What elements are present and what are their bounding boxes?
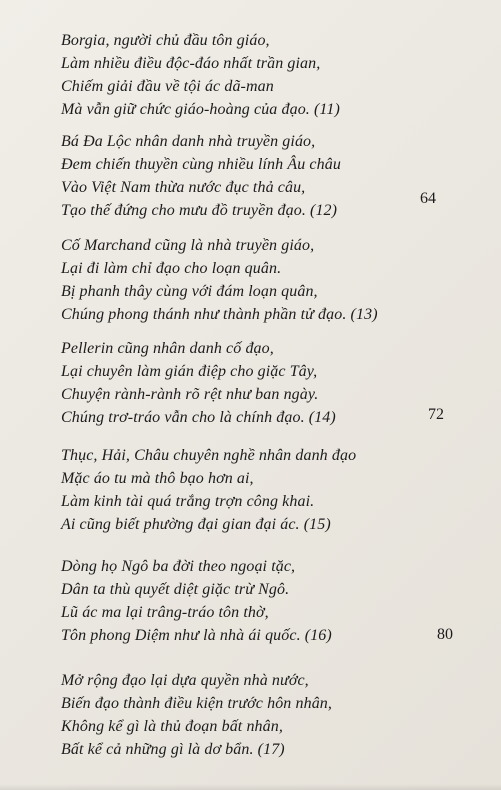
verse-line: Ai cũng biết phường đại gian đại ác. (15) (61, 516, 331, 533)
verse-line: Lại đi làm chỉ đạo cho loạn quân. (61, 260, 282, 277)
verse-line: Chúng trơ-tráo vẫn cho là chính đạo. (14) (61, 409, 336, 426)
stanza-16 (61, 555, 461, 647)
verse-line: Bá Đa Lộc nhân danh nhà truyền giáo, (61, 133, 316, 150)
page-bottom-edge (0, 784, 501, 790)
verse-line: Bất kể cả những gì là dơ bẩn. (17) (61, 741, 285, 758)
stanza-14 (61, 337, 461, 429)
verse-line: Mà vẫn giữ chức giáo-hoàng của đạo. (11) (61, 101, 340, 118)
stanza-11 (61, 29, 461, 121)
page-number-marker: 72 (428, 406, 444, 423)
verse-line: Thục, Hải, Châu chuyên nghề nhân danh đạo (61, 447, 357, 464)
verse-line: Biến đạo thành điều kiện trước hôn nhân, (61, 695, 332, 712)
verse-line: Lại chuyên làm gián điệp cho giặc Tây, (61, 363, 318, 380)
verse-line: Làm kinh tài quá trắng trợn công khai. (61, 493, 315, 510)
page-number-marker: 80 (437, 626, 453, 643)
verse-line: Vào Việt Nam thừa nước đục thả câu, (61, 179, 306, 196)
verse-line: Lũ ác ma lại trâng-tráo tôn thờ, (61, 604, 269, 621)
verse-line: Không kể gì là thủ đoạn bất nhân, (61, 718, 283, 735)
verse-line: Pellerin cũng nhân danh cố đạo, (61, 340, 274, 357)
verse-line: Cố Marchand cũng là nhà truyền giáo, (61, 237, 315, 254)
stanza-15 (61, 444, 461, 536)
stanza-13 (61, 234, 461, 326)
verse-line: Bị phanh thây cùng với đám loạn quân, (61, 283, 318, 300)
verse-line: Tạo thế đứng cho mưu đồ truyền đạo. (12) (61, 202, 338, 219)
verse-line: Mở rộng đạo lại dựa quyền nhà nước, (61, 672, 309, 689)
verse-line: Chúng phong thánh như thành phần tử đạo. (13) (61, 306, 378, 323)
verse-line: Chiếm giải đầu về tội ác dã-man (61, 78, 274, 95)
page-number-marker: 64 (420, 190, 436, 207)
verse-line: Tôn phong Diệm như là nhà ái quốc. (16) (61, 627, 332, 644)
verse-line: Làm nhiều điều độc-đáo nhất trần gian, (61, 55, 321, 72)
verse-line: Mặc áo tu mà thô bạo hơn ai, (61, 470, 254, 487)
verse-line: Đem chiến thuyền cùng nhiều lính Âu châu (61, 156, 341, 173)
stanza-17 (61, 669, 461, 761)
verse-line: Dân ta thù quyết diệt giặc trừ Ngô. (61, 581, 290, 598)
stanza-12 (61, 130, 461, 222)
verse-line: Chuyện rành-rành rõ rệt như ban ngày. (61, 386, 319, 403)
verse-line: Dòng họ Ngô ba đời theo ngoại tặc, (61, 558, 296, 575)
verse-line: Borgia, người chủ đầu tôn giáo, (61, 32, 270, 49)
